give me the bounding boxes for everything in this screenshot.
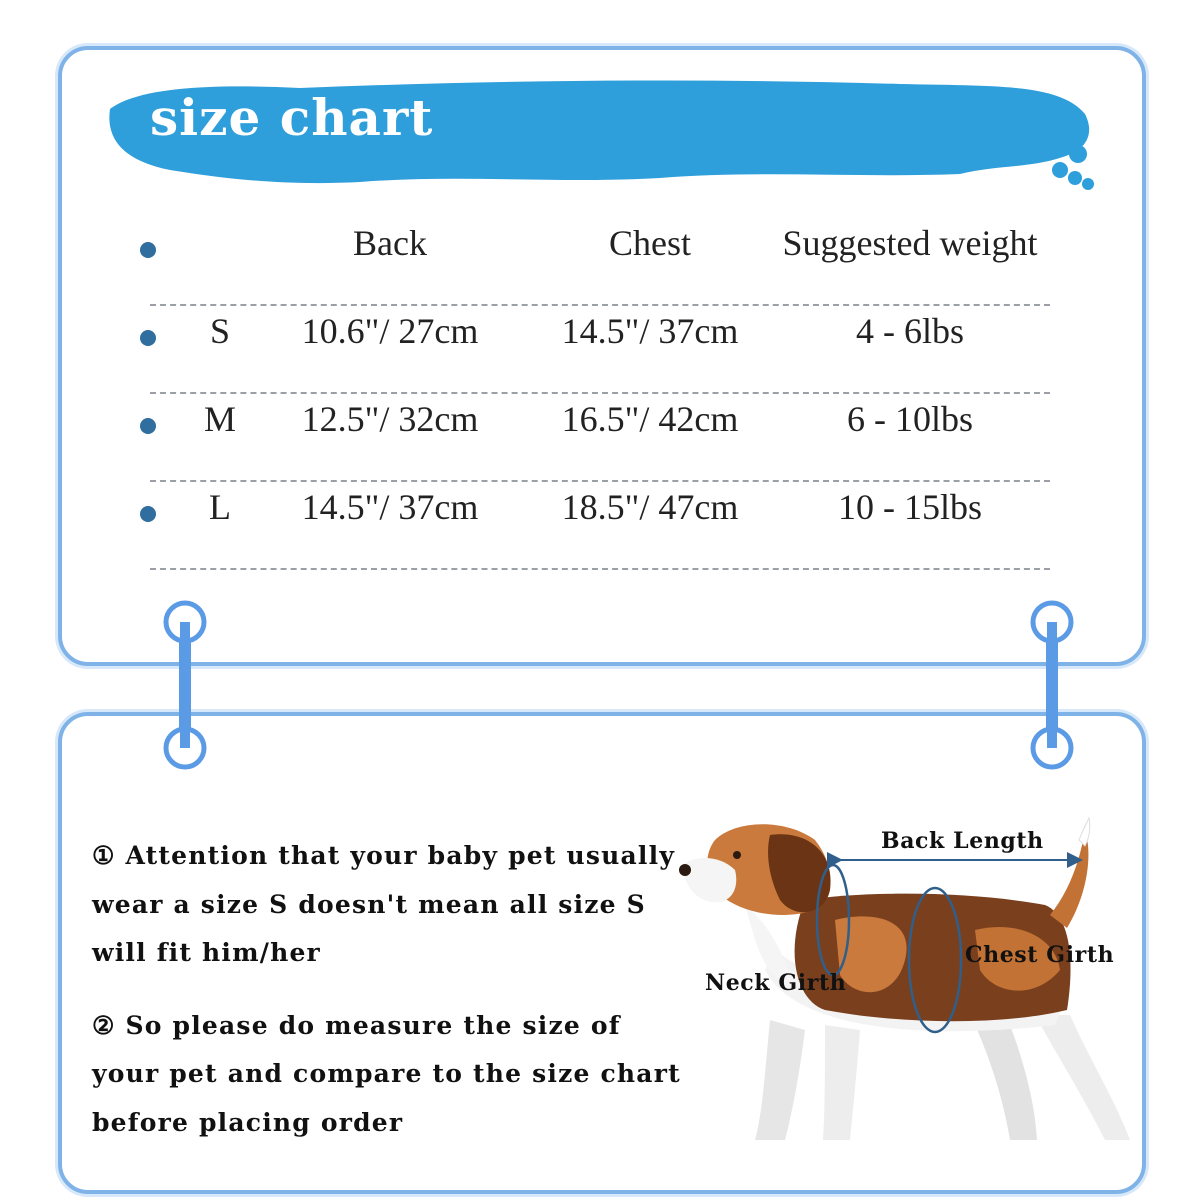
- table-row: [140, 306, 1060, 394]
- weight-value: 6 - 10lbs: [847, 399, 973, 439]
- neck-girth-label: Neck Girth: [705, 970, 847, 996]
- page-title: size chart: [150, 88, 434, 147]
- left-connector-icon: [155, 600, 215, 770]
- bullet-dot: [140, 506, 156, 522]
- header-chest: Chest: [608, 223, 691, 263]
- back-length-label: Back Length: [881, 828, 1044, 854]
- dog-measurement-diagram: [675, 810, 1135, 1160]
- notes: [92, 832, 692, 1171]
- back-value: 10.6"/ 27cm: [301, 311, 479, 351]
- bullet-dot: [140, 418, 156, 434]
- table-row: [140, 394, 1060, 482]
- table-row: [140, 482, 1060, 570]
- size-label: S: [209, 311, 231, 351]
- note-item: ② So please do measure the size of your pet and compare to the size chart before placing order: [92, 1010, 681, 1137]
- back-value: 12.5"/ 32cm: [301, 399, 479, 439]
- size-table: [140, 218, 1060, 570]
- bullet-dot: [140, 242, 156, 258]
- right-connector-icon: [1022, 600, 1082, 770]
- note-item: ① Attention that your baby pet usually wear a size S doesn't mean all size S will fit him/her: [92, 841, 676, 967]
- size-label: L: [209, 487, 231, 527]
- table-header-row: [140, 218, 1060, 306]
- header-back: Back: [353, 223, 427, 263]
- weight-value: 10 - 15lbs: [838, 487, 982, 527]
- chest-value: 16.5"/ 42cm: [561, 399, 739, 439]
- chest-girth-label: Chest Girth: [965, 942, 1115, 968]
- chest-value: 18.5"/ 47cm: [561, 487, 739, 527]
- dashed-divider: [150, 568, 1050, 570]
- size-label: M: [203, 399, 236, 439]
- weight-value: 4 - 6lbs: [856, 311, 964, 351]
- header-weight: Suggested weight: [782, 223, 1038, 263]
- bullet-dot: [140, 330, 156, 346]
- back-value: 14.5"/ 37cm: [301, 487, 479, 527]
- chest-value: 14.5"/ 37cm: [561, 311, 739, 351]
